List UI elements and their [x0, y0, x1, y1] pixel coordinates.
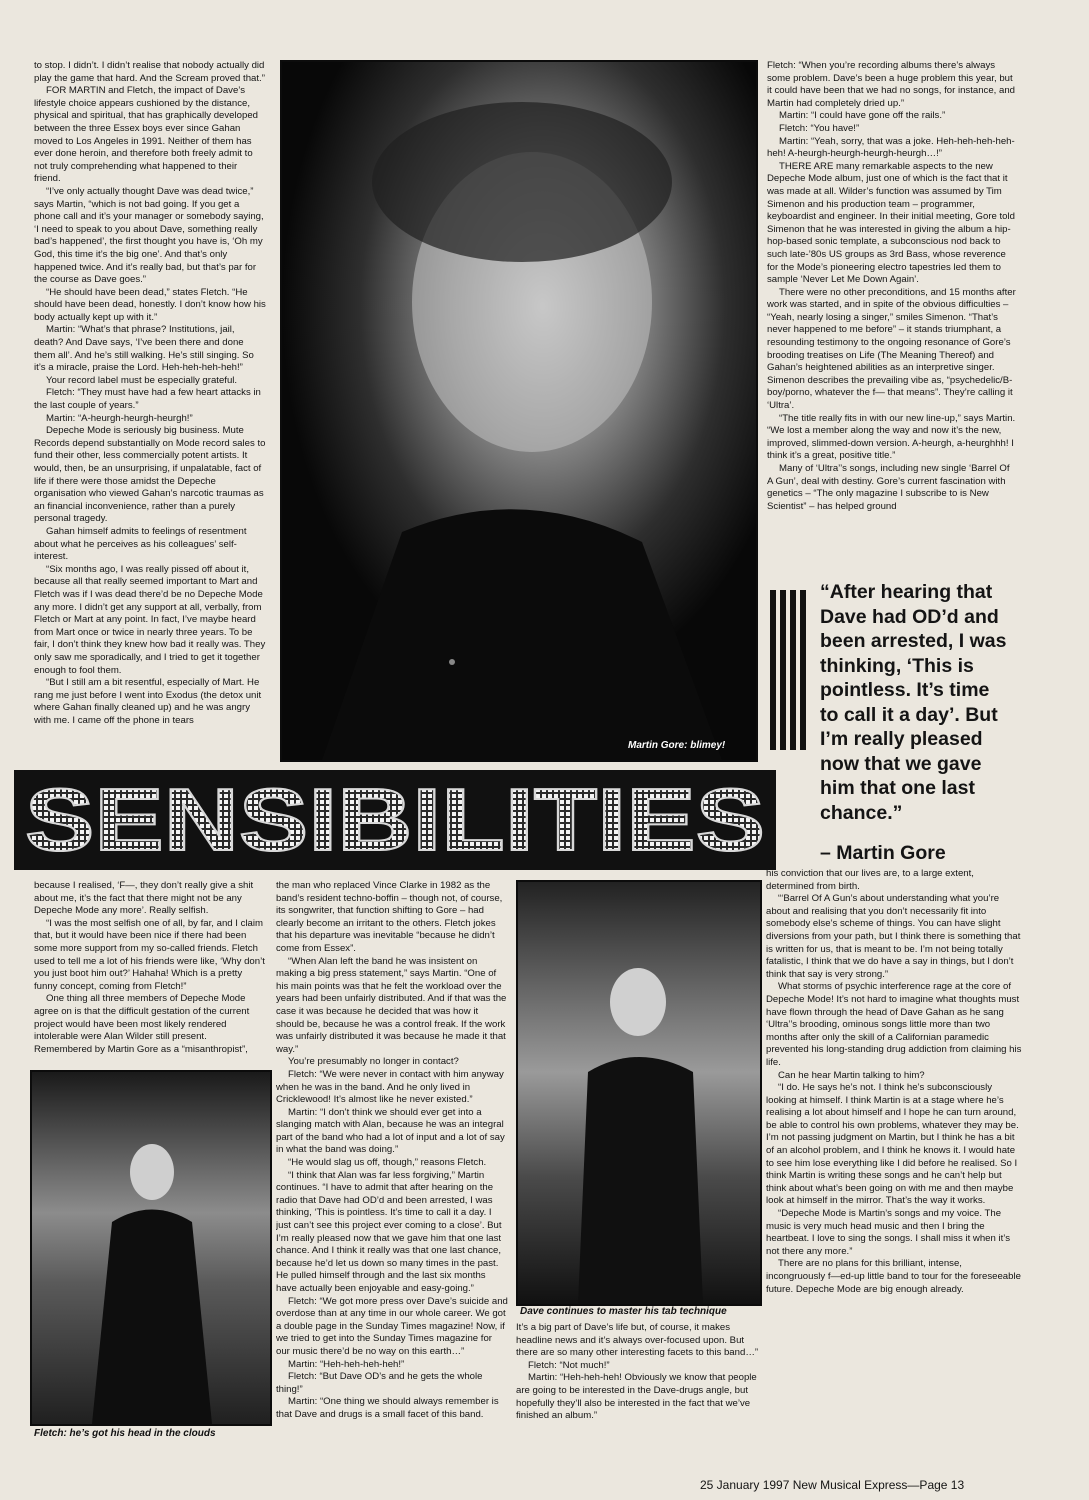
article-column-3-top — [767, 60, 1017, 576]
article-paragraph: What storms of psychic interference rage at the core of Depeche Mode! It’s not hard to imagine what thoughts must have flown through the head of Dave Gahan as he sang ‘Ultra’’s brooding, ominous songs little more than two months after only the skill of a Californian paramedic prevented his long-standing drug addiction from claiming his life. — [766, 981, 1022, 1068]
article-paragraph: Fletch: “We were never in contact with him anyway when he was in the band. And he only lived in Cricklewood! It’s almost like he never existed.” — [276, 1068, 504, 1106]
article-paragraph: “I’ve only actually thought Dave was dead twice,” says Martin, “which is not bad going. If you get a phone call and it’s your manager or somebody saying, ‘I need to speak to you about Dave, something really bad’s happened’, the first thought you have is, ‘Oh my God, this time it’s the big one’. And that’s only happened twice. And it’s really bad, but that’s par for the course as Dave goes.” — [34, 185, 264, 286]
article-paragraph: Fletch: “They must have had a few heart attacks in the last couple of years.” — [34, 387, 261, 412]
article-paragraph: “He should have been dead,” states Fletch. “He should have been dead, honestly. I don’t know how his body actually kept up with it.” — [34, 286, 266, 323]
article-paragraph: “Depeche Mode is Martin’s songs and my voice. The music is very much head music and then I bring the heartbeat. I love to sing the songs. I shall miss it when it’s not there any more.” — [766, 1208, 1011, 1257]
dave-photo-caption: Dave continues to master his tab technique — [520, 1306, 727, 1317]
article-paragraph: his conviction that our lives are, to a large extent, determined from birth. — [766, 868, 974, 892]
article-column-3-bottom — [516, 1322, 762, 1446]
article-paragraph: One thing all three members of Depeche Mode agree on is that the difficult gestation of the current project would have been most likely rendered intolerable were Alan Wilder still present. Remembered by Martin Gore as a “misanthropist”, — [34, 993, 250, 1055]
article-column-2-bottom — [276, 880, 508, 1442]
article-paragraph: Many of ‘Ultra’’s songs, including new single ‘Barrel Of A Gun’, deal with destiny. Gore’s current fascination with genetics – “The only magazine I subscribe to is New Scientist” – has helped ground — [767, 463, 1010, 512]
article-paragraph: Fletch: “You have!” — [779, 122, 860, 134]
dave-photo — [516, 880, 762, 1306]
article-column-1-top — [34, 60, 266, 754]
article-paragraph: Martin: “I could have gone off the rails.” — [779, 110, 946, 122]
article-paragraph: You’re presumably no longer in contact? — [288, 1056, 459, 1068]
article-paragraph: Martin: “What’s that phrase? Institutions, jail, death? And Dave says, ‘I’ve been there and done them all’. And he’s still walking. He’s still singing. So it’s a miracle, praise the Lord. Heh-heh-heh-heh!” — [34, 324, 254, 374]
page-footer: 25 January 1997 New Musical Express—Page 13 — [700, 1478, 965, 1492]
article-paragraph: “I was the most selfish one of all, by far, and I claim that, but it would have been nice if there had been some more support from my so-called friends. Fletch used to tell me a lot of his friends were like, ‘Why don’t you just boot him out?’ Hahaha! Which is a pretty funny concept, coming from Fletch!” — [34, 917, 265, 992]
main-photo-caption: Martin Gore: blimey! — [628, 740, 726, 751]
article-paragraph: Martin: “Heh-heh-heh! Obviously we know that people are going to be interested in the Dave-drugs angle, but hopefully they’ll also be interested in the fact that we’ve finished an album.” — [516, 1372, 757, 1422]
fletch-photo — [30, 1070, 272, 1426]
article-paragraph: Fletch: “When you’re recording albums there’s always some problem. Dave’s been a huge problem this year, but it could have been that we had no songs, for instance, and Martin had completely dried up.” — [767, 60, 1016, 109]
article-paragraph: Fletch: “We got more press over Dave’s suicide and overdose than at any time in our whole career. We got a double page in the Sunday Times magazine! Now, if we tried to get into the Sunday Times magazine for our music there’d be no way on this earth…” — [276, 1295, 508, 1357]
article-paragraph: “But I still am a bit resentful, especially of Mart. He rang me just before I went into Exodus (the detox unit where Gahan finally cleaned up) and he was angry with me. I came off the phone in tears — [34, 677, 262, 726]
article-paragraph: Gahan himself admits to feelings of resentment about what he perceives as his colleagues’ self-interest. — [34, 525, 247, 563]
dave-gahan-portrait — [518, 882, 760, 1304]
martin-gore-portrait — [282, 62, 756, 760]
pull-quote-bars — [770, 590, 814, 750]
article-paragraph: the man who replaced Vince Clarke in 1982 as the band’s resident techno-boffin – though not, of course, its songwriter, that function shifting to Gore – had clearly become an irritant to the others. Fletch jokes that his departure was inevitable “because he didn’t come from Essex”. — [276, 880, 503, 954]
pull-quote-text: “After hearing that Dave had OD’d and been arrested, I was thinking, ‘This is pointless. It’s time to call it a day’. But I’m really pleased now that we gave him that one last chance.” — [820, 581, 1007, 824]
article-paragraph: There are no plans for this brilliant, intense, incongruously f—ed-up little band to tour for the foreseeable future. Depeche Mode are big enough already. — [766, 1258, 1021, 1295]
article-paragraph: “I do. He says he’s not. I think he’s subconsciously looking at himself. I think Martin is at a stage where he’s realising a lot about himself and I hope he can turn around, be able to control his own problems, whatever they may be. I’m not passing judgment on Martin, but I think he has a bit of an alcohol problem, and I think he knows it. I would hate to see him lose everything like I did before he realised. So I think Martin is writing these songs and he can’t help but think about what’s been going on with me and then maybe look at himself in the mirror. That’s the way it works. — [766, 1082, 1019, 1207]
article-paragraph: Can he hear Martin talking to him? — [778, 1069, 925, 1081]
article-paragraph: Martin: “One thing we should always remember is that Dave and drugs is a small facet of this band. — [276, 1396, 499, 1420]
pull-quote — [770, 580, 1010, 862]
pull-quote-attribution: – Martin Gore — [820, 842, 946, 864]
fletch-photo-caption: Fletch: he’s got his head in the clouds — [34, 1428, 216, 1439]
article-paragraph: “I think that Alan was far less forgiving,” Martin continues. “I have to admit that after hearing on the radio that Dave had OD’d and been arrested, I was thinking, ‘This is pointless. It’s time to call it a day. I just can’t see this project ever coming to a close’. But I’m really pleased now that we gave him that one last chance. And I think it really was that one last chance, because he’d let us down so many times in the past. He pulled himself through and the last six months have actually been enjoyable and easy-going.” — [276, 1169, 502, 1294]
article-paragraph: Martin: “A-heurgh-heurgh-heurgh!” — [46, 412, 193, 424]
article-paragraph: Your record label must be especially grateful. — [46, 374, 238, 386]
article-paragraph: There were no other preconditions, and 15 months after work was started, and in spite of the obvious difficulties – “Yeah, nearly losing a singer,” smiles Simenon. “That’s never happened to me before” – it stands triumphant, a resounding testimony to the ongoing resonance of Gore’s brooding treatises on Life (The Meaning Thereof) and Gahan’s heightened abilities as an interpretive singer. Simenon describes the prevailing vibe as, “psychedelic/B-boy/porno, whatever the f— that means”. They’re calling it ‘Ultra’. — [767, 286, 1016, 412]
article-paragraph: to stop. I didn’t. I didn’t realise that nobody actually did play the game that hard. And the Scream proved that.” — [34, 60, 265, 84]
article-paragraph: Fletch: “But Dave OD’s and he gets the whole thing!” — [276, 1371, 483, 1395]
fletch-portrait — [32, 1072, 270, 1424]
article-paragraph: “Six months ago, I was really pissed off about it, because all that really seemed important to Mart and Fletch was if I was dead there’d be no Depeche Mode any more. I didn’t get any support at all, verbally, from Fletch or Mart at any point. In fact, I’ve maybe heard from Mart once or twice in nearly three years. To be fair, I don’t think they knew how bad it really was. They only saw me sporadically, and I tried to get it together enough to fool them. — [34, 563, 266, 676]
article-paragraph: “The title really fits in with our new line-up,” says Martin. “We lost a member along the way and now it’s the new, improved, slimmed-down version. A-heurgh, a-heurghhh! I think it’s a great, positive title.” — [767, 412, 1016, 462]
article-paragraph: Depeche Mode is seriously big business. Mute Records depend substantially on Mode record sales to fund their other, less commercially potent artists. It would, then, be an unsurprising, if unpalatable, fact of life if there were those amidst the Depeche organisation who viewed Gahan’s narcotic traumas as an financial inconvenience, rather than a purely personal tragedy. — [34, 425, 266, 525]
main-photo-martin-gore — [280, 60, 758, 762]
article-column-4-bottom — [766, 868, 1022, 1452]
article-paragraph: Martin: “Yeah, sorry, that was a joke. Heh-heh-heh-heh-heh! A-heurgh-heurgh-heurgh-heurgh…!” — [767, 135, 1015, 160]
headline-sensibilities — [14, 770, 776, 870]
headline-text: SENSIBILITIES — [25, 770, 765, 869]
article-paragraph: Martin: “Heh-heh-heh-heh!” — [288, 1358, 405, 1370]
article-paragraph: “He would slag us off, though,” reasons Fletch. — [288, 1157, 487, 1169]
article-column-1-bottom — [34, 880, 266, 1062]
article-paragraph: Fletch: “Not much!” — [528, 1359, 610, 1371]
article-paragraph: Martin: “I don’t think we should ever get into a slanging match with Alan, because he was an integral part of the band who had a lot of input and a lot of say in what the band was doing.” — [276, 1106, 505, 1156]
article-paragraph: because I realised, ‘F—, they don’t really give a shit about me, it’s the fact that there might not be any Depeche Mode any more’. Really selfish. — [34, 880, 254, 917]
article-paragraph: “When Alan left the band he was insistent on making a big press statement,” says Martin. “One of his main points was that he felt the workload over the years had been unfairly distributed. And if that was the case it was because he decided that was how it should be, because he was a control freak. If the work was unfairly distributed it was because he made it that way.” — [276, 955, 507, 1055]
article-paragraph: It’s a big part of Dave’s life but, of course, it makes headline news and it’s always over-focused upon. But there are so many other interesting facets to this band…” — [516, 1322, 759, 1359]
headline-graphic — [14, 770, 776, 870]
article-paragraph: THERE ARE many remarkable aspects to the new Depeche Mode album, just one of which is the fact that it was made at all. Wilder’s function was assumed by Tim Simenon and his production team – programmer, keyboardist and engineer. In their initial meeting, Gore told Simenon that he was interested in giving the album a hip-hop-based sonic template, a subconscious nod back to such late-’80s US groups as 3rd Bass, whose reverence for the Mode’s pioneering electro tapestries led them to sample ‘Never Let Me Down Again’. — [767, 160, 1015, 286]
article-paragraph: “‘Barrel Of A Gun’s about understanding what you’re about and realising that you don’t necessarily fit into somebody else’s scheme of things. You can have slight diversions from your path, but I think there is something that is written for us, that is meant to be. I’m not being totally fatalistic, I think that we do have a say in things, but I don’t think that say is very strong.” — [766, 893, 1021, 980]
article-paragraph: FOR MARTIN and Fletch, the impact of Dave’s lifestyle choice appears cushioned by the distance, physical and spiritual, that has graphically developed between the three Essex boys ever since Gahan moved to Los Angeles in 1991. Neither of them has ever done heroin, and therefore both freely admit to not truly comprehending what happened to their friend. — [34, 85, 258, 185]
